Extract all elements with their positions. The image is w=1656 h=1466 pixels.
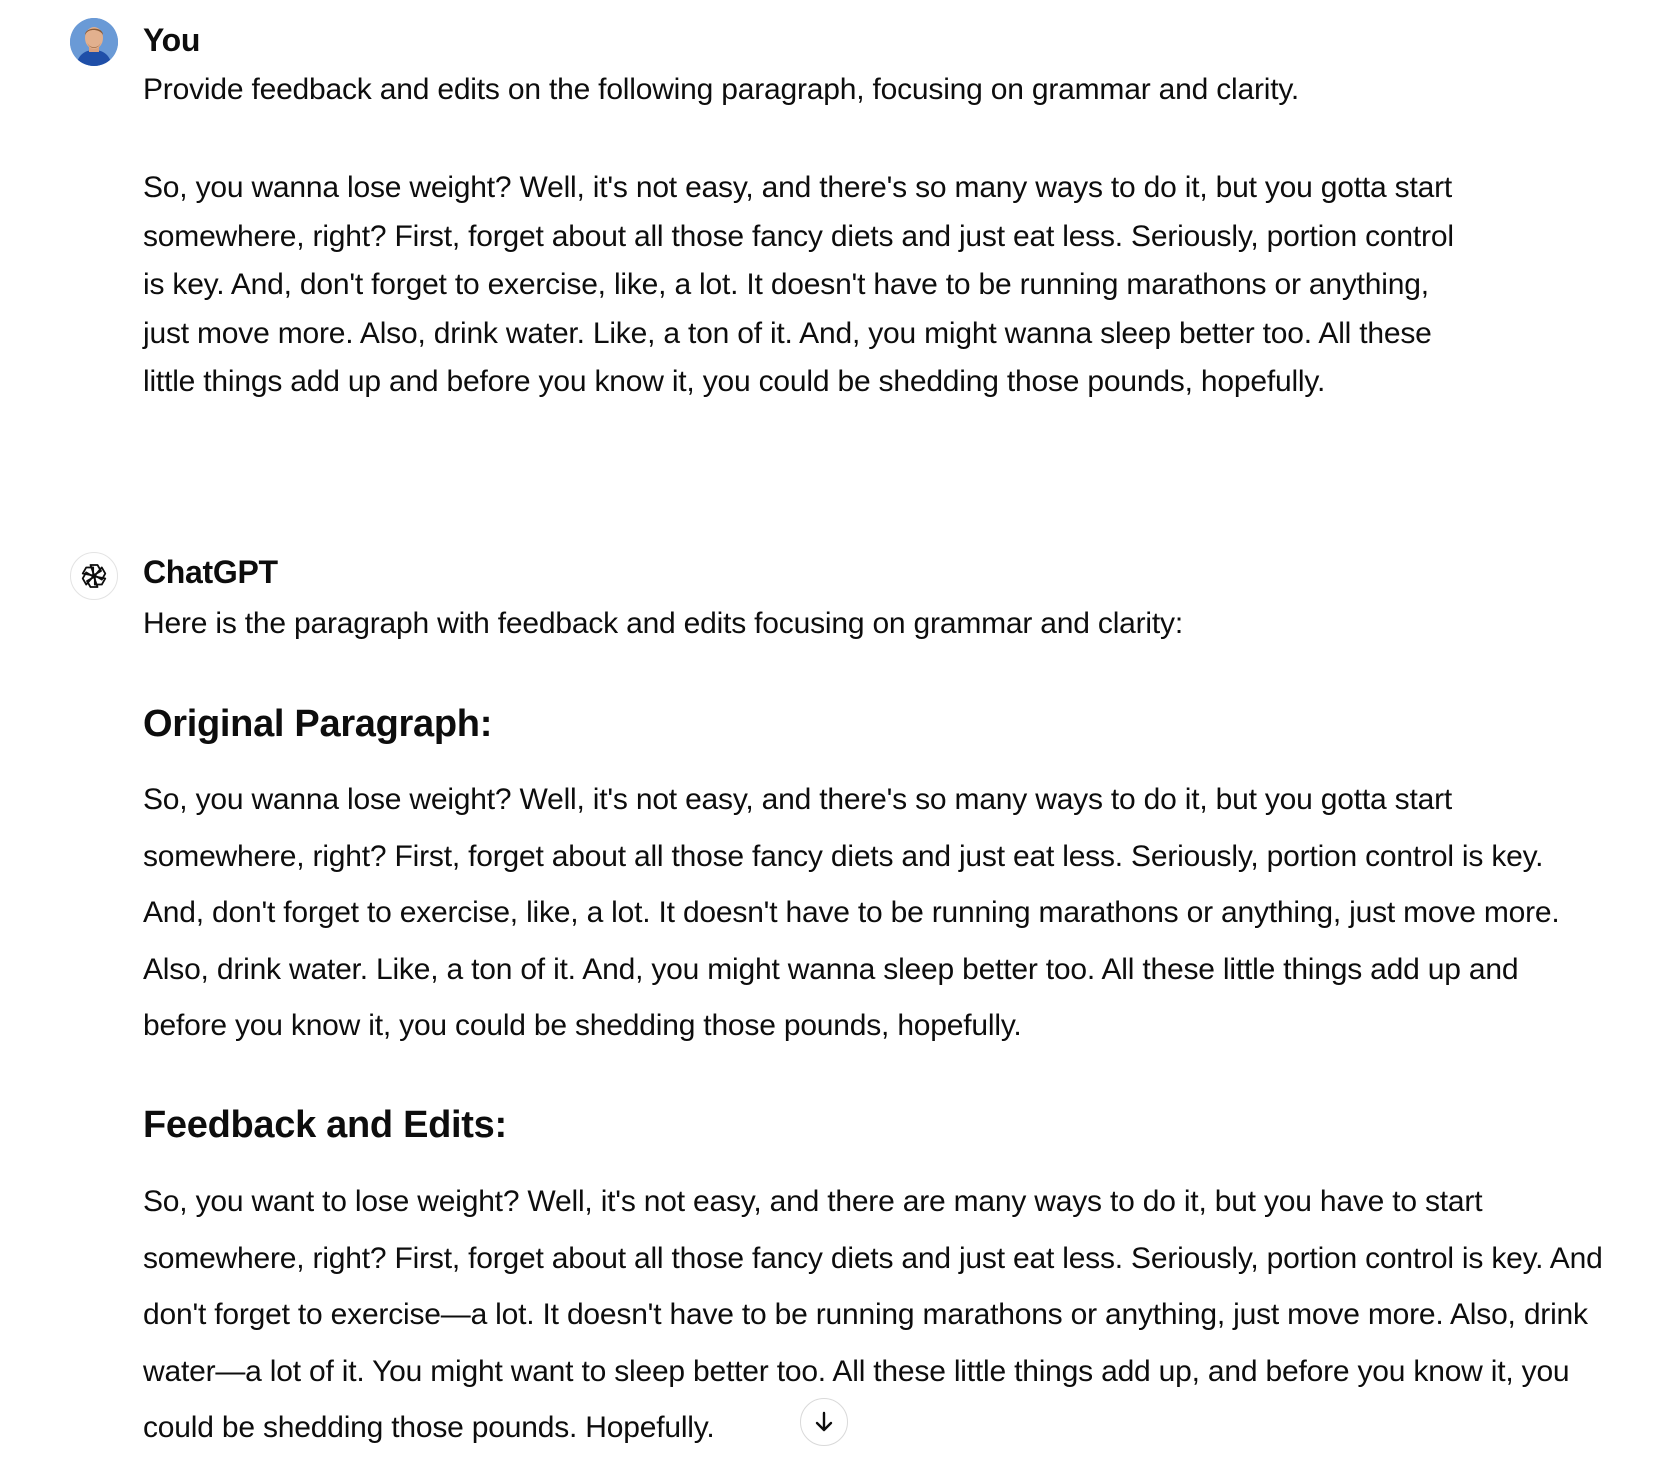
assistant-intro-text: Here is the paragraph with feedback and edits focusing on grammar and clarity: xyxy=(143,607,1183,640)
user-avatar xyxy=(70,18,118,66)
assistant-avatar xyxy=(70,552,118,600)
user-avatar-icon xyxy=(70,18,118,66)
scroll-to-bottom-button[interactable] xyxy=(800,1398,848,1446)
openai-logo-icon xyxy=(78,560,110,592)
user-author-name: You xyxy=(143,22,201,58)
user-prompt-text: Provide feedback and edits on the following paragraph, focusing on grammar and clarity. xyxy=(143,73,1300,106)
feedback-heading: Feedback and Edits: xyxy=(143,1104,507,1146)
user-paragraph-text: So, you wanna lose weight? Well, it's not easy, and there's so many ways to do it, but you gotta start somewhere, right? First, forget about all those fancy diets and just eat less. Seriously, portion control is key. And, don't forget to exercise, like, a lot. It doesn't have to be running marathons or anything, just move more. Also, drink water. Like, a ton of it. And, you might wanna sleep better too. All these little things add up and before you know it, you could be shedding those pounds, hopefully. xyxy=(143,171,1454,398)
arrow-down-icon xyxy=(811,1409,837,1435)
assistant-author-name: ChatGPT xyxy=(143,554,278,590)
original-paragraph-text: So, you wanna lose weight? Well, it's not easy, and there's so many ways to do it, but you gotta start somewhere, right? First, forget about all those fancy diets and just eat less. Seriously, portion control is key. And, don't forget to exercise, like, a lot. It doesn't have to be running marathons or anything, just move more. Also, drink water. Like, a ton of it. And, you might wanna sleep better too. All these little things add up and before you know it, you could be shedding those pounds, hopefully. xyxy=(143,783,1560,1042)
edited-paragraph-text: So, you want to lose weight? Well, it's not easy, and there are many ways to do it, but you have to start somewhere, right? First, forget about all those fancy diets and just eat less. Seriously, portion control is key. And don't forget to exercise—a lot. It doesn't have to be running marathons or anything, just move more. Also, drink water—a lot of it. You might want to sleep better too. All these little things add up, and before you know it, you could be shedding those pounds. Hopefully. xyxy=(143,1185,1603,1444)
original-paragraph-heading: Original Paragraph: xyxy=(143,703,493,745)
